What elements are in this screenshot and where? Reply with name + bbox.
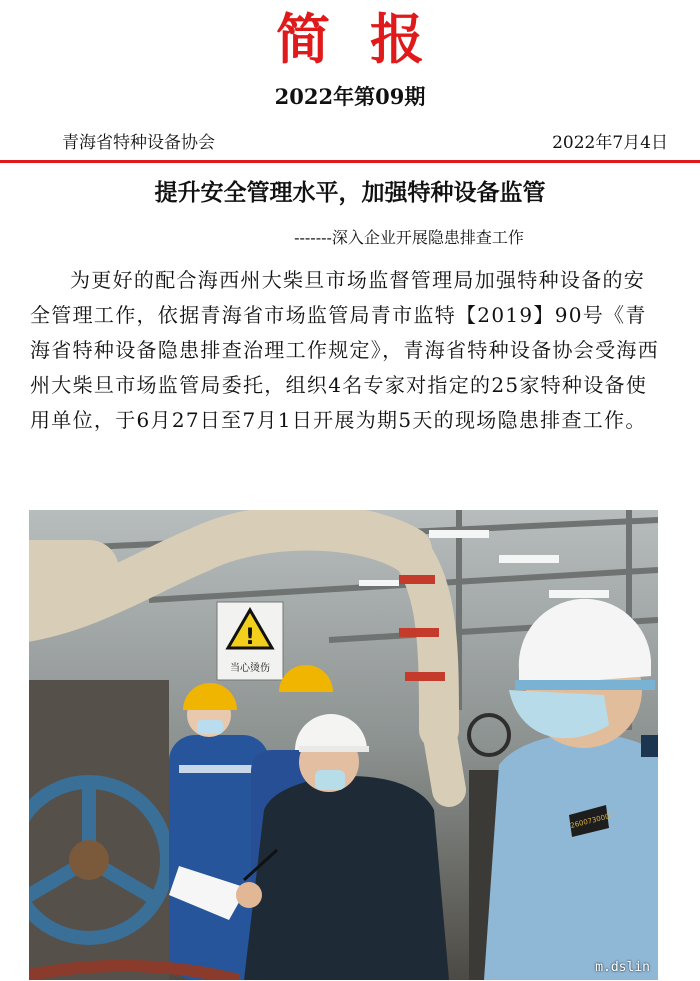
body-paragraph: 为更好的配合海西州大柴旦市场监督管理局加强特种设备的安全管理工作，依据青海省市场监管局青市监特【2019】90号《青海省特种设备隐患排查治理工作规定》，青海省特种设备协会受海西州大柴旦市场监管局委托，组织4名专家对指定的25家特种设备使用单位，于6月27日至7月1日开展为期5天的现场隐患排查工作。 — [30, 268, 659, 432]
publish-date: 2022年7月4日 — [552, 133, 668, 153]
warning-sign — [217, 602, 283, 680]
watermark-text: m.dslin — [595, 960, 650, 975]
photo-illustration — [29, 510, 658, 980]
svg-text:!: ! — [244, 625, 256, 650]
warning-sign-text: 当心烫伤 — [230, 663, 270, 674]
inspection-photo — [29, 510, 658, 980]
valve-hub — [69, 840, 109, 880]
article-body — [30, 263, 666, 438]
issue-number: 2022年第09期 — [274, 84, 426, 109]
article-headline: 提升安全管理水平，加强特种设备监管 — [154, 179, 546, 206]
header-divider — [0, 160, 700, 163]
badge-number: 2600730007 — [569, 811, 615, 830]
epaulette — [641, 735, 658, 757]
article-subtitle: -------深入企业开展隐患排查工作 — [294, 228, 524, 247]
masthead-title: 简报 — [276, 7, 464, 71]
organization-name: 青海省特种设备协会 — [62, 133, 215, 153]
